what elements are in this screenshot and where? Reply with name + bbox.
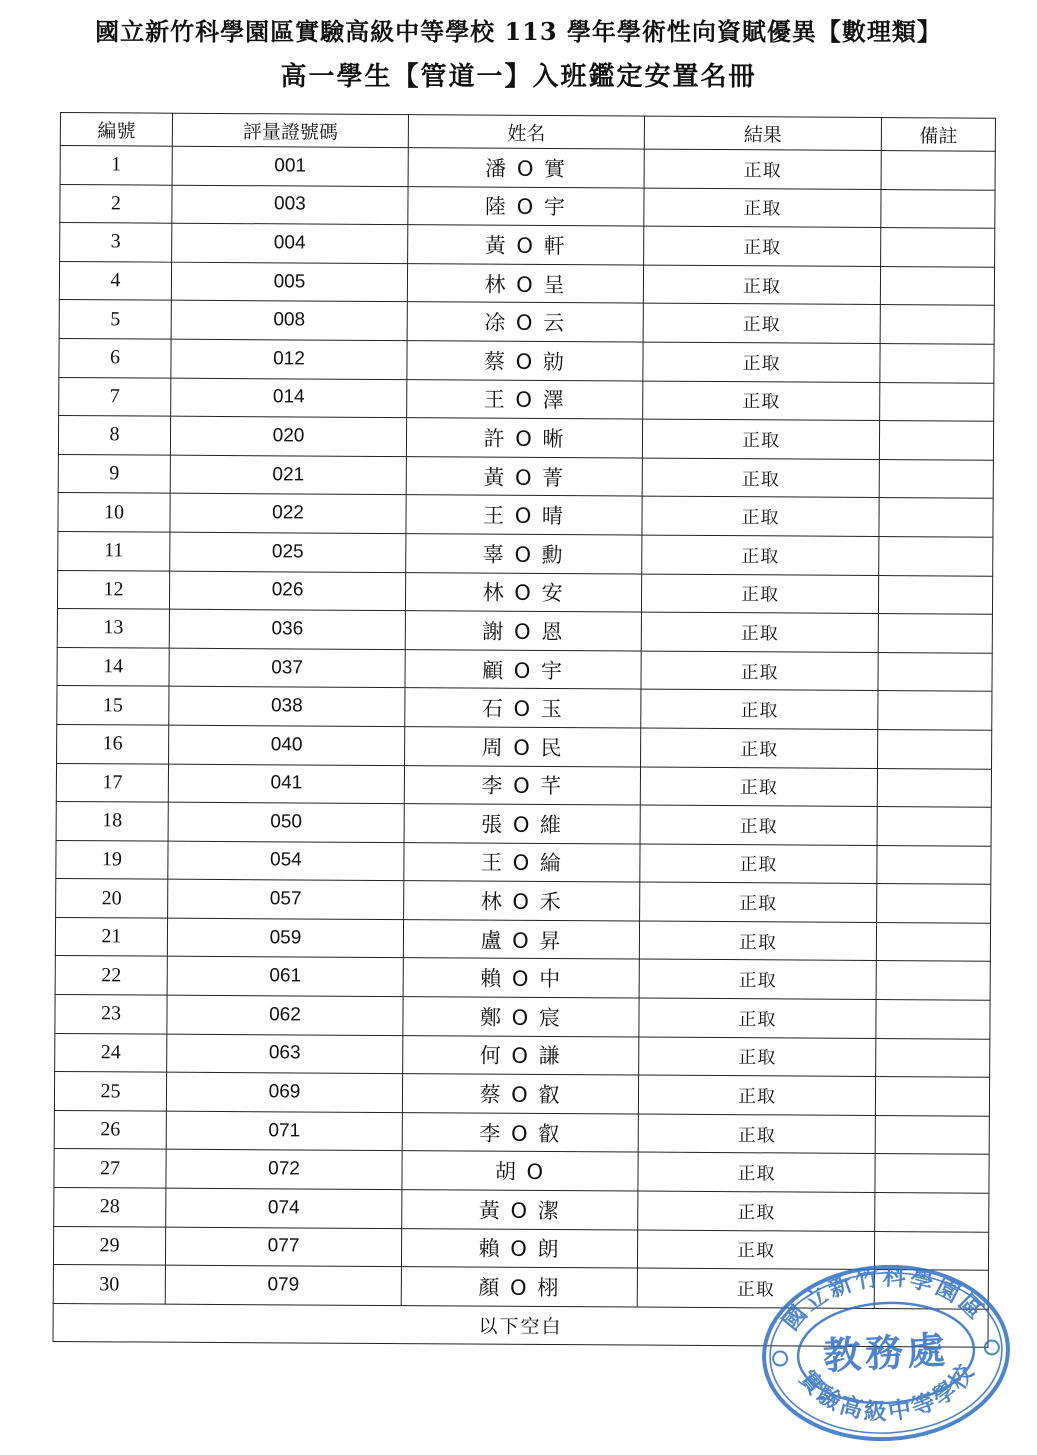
table-row (59, 261, 994, 305)
row-remarks (876, 1038, 990, 1077)
header-remarks: 備註 (881, 118, 995, 152)
svg-text:國立新竹科學園區 (775, 1258, 990, 1336)
row-student-name: 蔡 O 勍 (407, 341, 643, 381)
row-exam-id: 061 (167, 957, 403, 997)
table-row (54, 1072, 989, 1116)
row-result: 正取 (642, 496, 879, 536)
row-remarks (881, 189, 995, 228)
row-exam-id: 057 (168, 879, 404, 919)
table-row (60, 223, 995, 267)
row-result: 正取 (640, 844, 877, 884)
row-exam-id: 077 (165, 1227, 401, 1267)
table-row (57, 724, 992, 768)
row-exam-id: 022 (170, 494, 406, 534)
table-row (58, 493, 993, 537)
row-result: 正取 (637, 1230, 874, 1270)
row-result: 正取 (639, 998, 876, 1038)
seal-top-text: 國立新竹科學園區 (777, 1264, 990, 1336)
row-number: 9 (58, 454, 170, 493)
seal-bottom-text: 實驗高級中等學校 (793, 1358, 981, 1426)
row-number: 12 (57, 570, 169, 609)
header-name: 姓名 (408, 115, 644, 149)
header-number: 編號 (60, 113, 172, 147)
row-student-name: 王 O 綸 (404, 842, 640, 882)
row-result: 正取 (637, 1268, 874, 1308)
end-of-list-note: 以下空白 (53, 1303, 988, 1347)
table-row (59, 300, 994, 344)
row-remarks (875, 1154, 989, 1193)
row-result: 正取 (641, 689, 878, 729)
document-subtitle: 高一學生【管道一】入班鑑定安置名冊 (280, 62, 757, 92)
row-remarks (878, 575, 992, 614)
table-row (60, 184, 995, 228)
row-student-name: 何 O 謙 (403, 1035, 639, 1075)
row-result: 正取 (643, 303, 880, 343)
table-row (59, 338, 994, 382)
row-result: 正取 (641, 612, 878, 652)
row-remarks (876, 961, 990, 1000)
header-exam-id: 評量證號碼 (172, 113, 408, 147)
row-number: 8 (58, 416, 170, 455)
row-student-name: 顧 O 宇 (405, 649, 641, 689)
row-remarks (878, 652, 992, 691)
row-exam-id: 025 (170, 532, 406, 572)
row-number: 17 (56, 763, 168, 802)
row-exam-id: 020 (170, 416, 406, 456)
row-number: 1 (60, 146, 172, 185)
row-student-name: 林 O 安 (405, 572, 641, 612)
row-number: 15 (57, 686, 169, 725)
row-number: 23 (55, 995, 167, 1034)
row-result: 正取 (639, 1037, 876, 1077)
row-result: 正取 (638, 1191, 875, 1231)
row-number: 30 (53, 1265, 165, 1304)
row-remarks (880, 382, 994, 421)
row-remarks (875, 1077, 989, 1116)
row-student-name: 盧 O 昇 (403, 919, 639, 959)
row-result: 正取 (638, 1075, 875, 1115)
row-result: 正取 (638, 1152, 875, 1192)
row-number: 13 (57, 609, 169, 648)
row-exam-id: 005 (171, 262, 407, 302)
row-exam-id: 008 (171, 301, 407, 341)
table-row (54, 1188, 989, 1232)
row-student-name: 辜 O 勳 (406, 534, 642, 574)
table-row (60, 146, 995, 190)
row-result: 正取 (644, 226, 881, 266)
table-row (58, 454, 993, 498)
table-row (54, 1110, 989, 1154)
row-remarks (880, 266, 994, 305)
table-row (57, 686, 992, 730)
table-row (58, 416, 993, 460)
row-remarks (875, 1193, 989, 1232)
row-remarks (880, 305, 994, 344)
row-student-name: 黃 O 潔 (402, 1190, 638, 1230)
table-row (53, 1226, 988, 1270)
row-exam-id: 036 (169, 609, 405, 649)
row-result: 正取 (643, 342, 880, 382)
row-exam-id: 012 (171, 339, 407, 379)
header-result: 結果 (644, 116, 881, 150)
row-student-name: 鄭 O 宸 (403, 997, 639, 1037)
row-exam-id: 059 (167, 918, 403, 958)
row-result: 正取 (640, 767, 877, 807)
row-result: 正取 (642, 419, 879, 459)
row-remarks (877, 807, 991, 846)
row-result: 正取 (644, 188, 881, 228)
row-number: 14 (57, 647, 169, 686)
table-row (57, 570, 992, 614)
row-number: 18 (56, 802, 168, 841)
row-remarks (877, 768, 991, 807)
row-result: 正取 (641, 574, 878, 614)
row-remarks (878, 691, 992, 730)
row-number: 6 (59, 338, 171, 377)
row-student-name: 謝 O 恩 (405, 611, 641, 651)
row-remarks (877, 845, 991, 884)
row-number: 7 (59, 377, 171, 416)
row-student-name: 賴 O 中 (403, 958, 639, 998)
row-remarks (876, 922, 990, 961)
table-row (56, 879, 991, 923)
row-number: 21 (55, 917, 167, 956)
row-exam-id: 021 (170, 455, 406, 495)
row-student-name: 李 O 叡 (402, 1112, 638, 1152)
row-exam-id: 026 (169, 571, 405, 611)
row-exam-id: 079 (165, 1265, 401, 1305)
row-exam-id: 040 (169, 725, 405, 765)
row-exam-id: 003 (172, 185, 408, 225)
row-number: 19 (56, 840, 168, 879)
row-result: 正取 (640, 882, 877, 922)
row-student-name: 王 O 澤 (407, 379, 643, 419)
row-number: 26 (54, 1110, 166, 1149)
row-student-name: 蔡 O 叡 (402, 1074, 638, 1114)
document-title: 國立新竹科學園區實驗高級中等學校 113 學年學術性向資賦優異【數理類】 (95, 17, 942, 46)
row-exam-id: 054 (168, 841, 404, 881)
row-remarks (881, 151, 995, 190)
row-number: 11 (58, 531, 170, 570)
row-student-name: 潘 O 實 (408, 148, 644, 188)
row-number: 4 (59, 261, 171, 300)
row-remarks (879, 498, 993, 537)
row-exam-id: 014 (171, 378, 407, 418)
row-result: 正取 (639, 921, 876, 961)
row-exam-id: 041 (168, 764, 404, 804)
table-row (55, 917, 990, 961)
row-remarks (879, 421, 993, 460)
row-number: 27 (54, 1149, 166, 1188)
row-result: 正取 (638, 1114, 875, 1154)
table-row (56, 802, 991, 846)
row-exam-id: 037 (169, 648, 405, 688)
placement-roster-table (52, 112, 995, 1348)
row-remarks (876, 1000, 990, 1039)
row-number: 10 (58, 493, 170, 532)
table-row (55, 956, 990, 1000)
row-student-name: 許 O 晰 (406, 418, 642, 458)
row-student-name: 李 O 芊 (404, 765, 640, 805)
row-student-name: 黃 O 軒 (408, 225, 644, 265)
row-result: 正取 (640, 805, 877, 845)
seal-graphic (755, 1257, 1016, 1450)
table-row (55, 1033, 990, 1077)
row-result: 正取 (643, 265, 880, 305)
row-remarks (880, 343, 994, 382)
table-row (56, 763, 991, 807)
row-result: 正取 (641, 651, 878, 691)
row-remarks (877, 884, 991, 923)
row-student-name: 陸 O 宇 (408, 186, 644, 226)
row-result: 正取 (643, 381, 880, 421)
table-row (55, 995, 990, 1039)
row-number: 5 (59, 300, 171, 339)
row-number: 20 (56, 879, 168, 918)
row-exam-id: 038 (169, 686, 405, 726)
row-exam-id: 072 (166, 1150, 402, 1190)
row-exam-id: 004 (172, 223, 408, 263)
row-student-name: 周 O 民 (405, 727, 641, 767)
row-remarks (875, 1115, 989, 1154)
row-result: 正取 (639, 960, 876, 1000)
row-student-name: 石 O 玉 (405, 688, 641, 728)
row-result: 正取 (641, 728, 878, 768)
row-exam-id: 069 (166, 1072, 402, 1112)
table-row (58, 531, 993, 575)
table-row (54, 1149, 989, 1193)
row-exam-id: 050 (168, 802, 404, 842)
row-student-name: 胡 O (402, 1151, 638, 1191)
row-student-name: 黃 O 菁 (406, 456, 642, 496)
row-exam-id: 074 (166, 1188, 402, 1228)
row-exam-id: 063 (167, 1034, 403, 1074)
row-number: 3 (60, 223, 172, 262)
row-number: 2 (60, 184, 172, 223)
row-number: 29 (53, 1226, 165, 1265)
row-remarks (878, 729, 992, 768)
row-result: 正取 (644, 149, 881, 189)
row-exam-id: 001 (172, 146, 408, 186)
row-remarks (881, 228, 995, 267)
row-result: 正取 (642, 535, 879, 575)
row-exam-id: 071 (166, 1111, 402, 1151)
seal-center-text: 教務處 (821, 1326, 951, 1379)
row-student-name: 王 O 晴 (406, 495, 642, 535)
row-number: 24 (55, 1033, 167, 1072)
table-row (57, 647, 992, 691)
row-student-name: 林 O 禾 (404, 881, 640, 921)
table-body (53, 146, 995, 1310)
table-row (56, 840, 991, 884)
row-student-name: 林 O 呈 (407, 263, 643, 303)
row-student-name: 顏 O 栩 (401, 1267, 637, 1307)
table-row (59, 377, 994, 421)
row-number: 16 (57, 724, 169, 763)
row-number: 22 (55, 956, 167, 995)
office-seal-stamp (755, 1257, 1016, 1450)
row-result: 正取 (642, 458, 879, 498)
row-remarks (878, 614, 992, 653)
row-remarks (879, 459, 993, 498)
row-student-name: 張 O 維 (404, 804, 640, 844)
table-row (57, 609, 992, 653)
row-student-name: 賴 O 朗 (401, 1228, 637, 1268)
row-exam-id: 062 (167, 995, 403, 1035)
row-number: 28 (54, 1188, 166, 1227)
row-number: 25 (54, 1072, 166, 1111)
row-student-name: 凃 O 云 (407, 302, 643, 342)
row-remarks (879, 536, 993, 575)
